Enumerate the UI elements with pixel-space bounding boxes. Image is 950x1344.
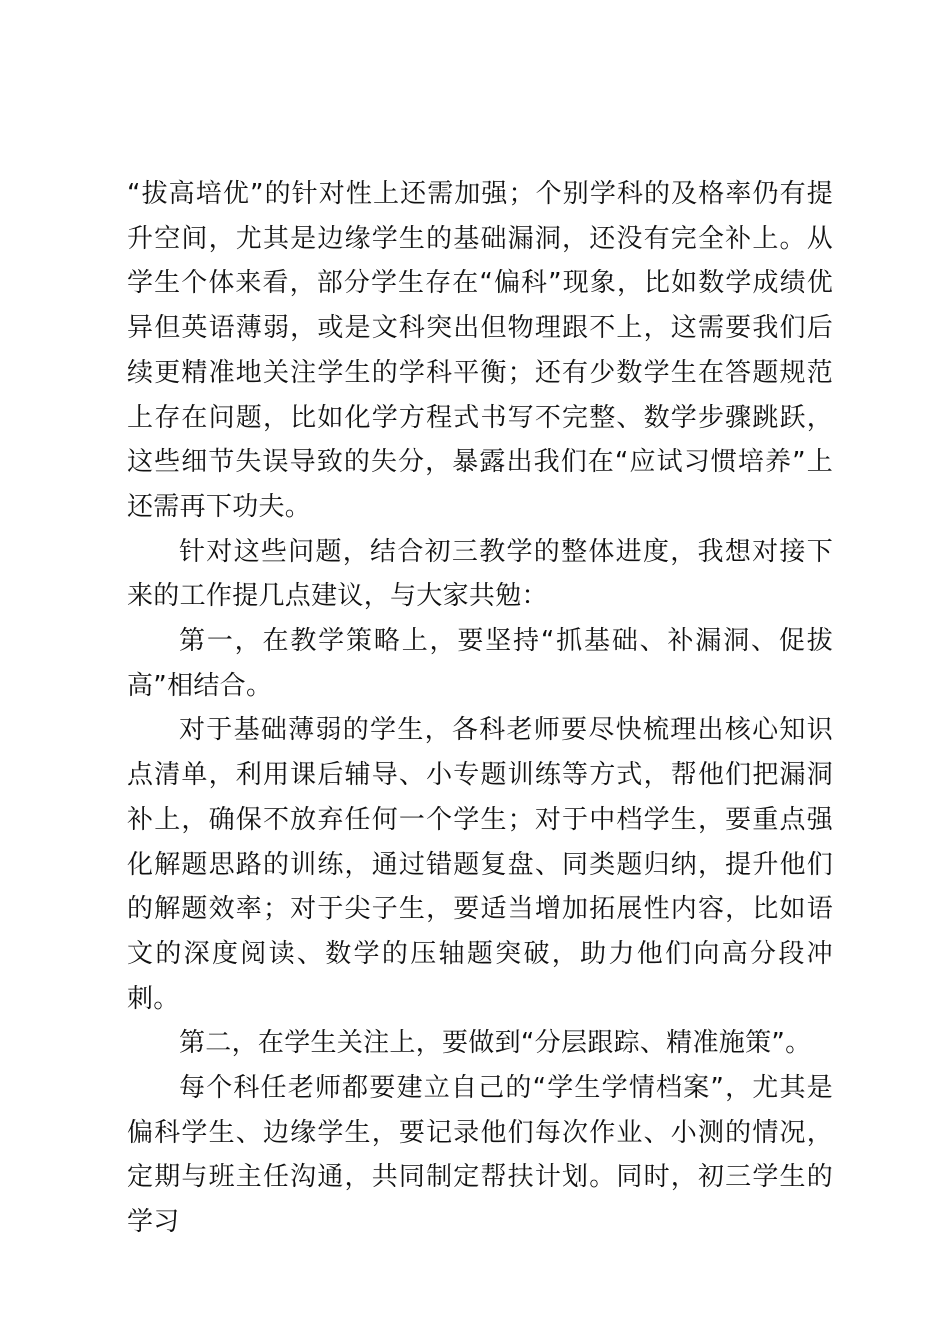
- document-body: [127, 172, 833, 1245]
- paragraph-6: 每个科任老师都要建立自己的“学生学情档案”，尤其是偏科学生、边缘学生，要记录他们每次作业、小测的情况，定期与班主任沟通，共同制定帮扶计划。同时，初三学生的学习: [127, 1073, 833, 1238]
- paragraph-5: 第二，在学生关注上，要做到“分层跟踪、精准施策”。: [179, 1028, 812, 1059]
- paragraph-4: 对于基础薄弱的学生，各科老师要尽快梳理出核心知识点清单，利用课后辅导、小专题训练等方式，帮他们把漏洞补上，确保不放弃任何一个学生；对于中档学生，要重点强化解题思路的训练，通过错题复盘、同类题归纳，提升他们的解题效率；对于尖子生，要适当增加拓展性内容，比如语文的深度阅读、数学的压轴题突破，助力他们向高分段冲刺。: [127, 715, 833, 1014]
- paragraph-1: “拔高培优”的针对性上还需加强；个别学科的及格率仍有提升空间，尤其是边缘学生的基础漏洞，还没有完全补上。从学生个体来看，部分学生存在“偏科”现象，比如数学成绩优异但英语薄弱，或是文科突出但物理跟不上，这需要我们后续更精准地关注学生的学科平衡；还有少数学生在答题规范上存在问题，比如化学方程式书写不完整、数学步骤跳跃，这些细节失误导致的失分，暴露出我们在“应试习惯培养”上还需再下功夫。: [127, 179, 833, 522]
- paragraph-3: 第一，在教学策略上，要坚持“抓基础、补漏洞、促拔高”相结合。: [127, 626, 833, 701]
- paragraph-2: 针对这些问题，结合初三教学的整体进度，我想对接下来的工作提几点建议，与大家共勉：: [127, 536, 833, 612]
